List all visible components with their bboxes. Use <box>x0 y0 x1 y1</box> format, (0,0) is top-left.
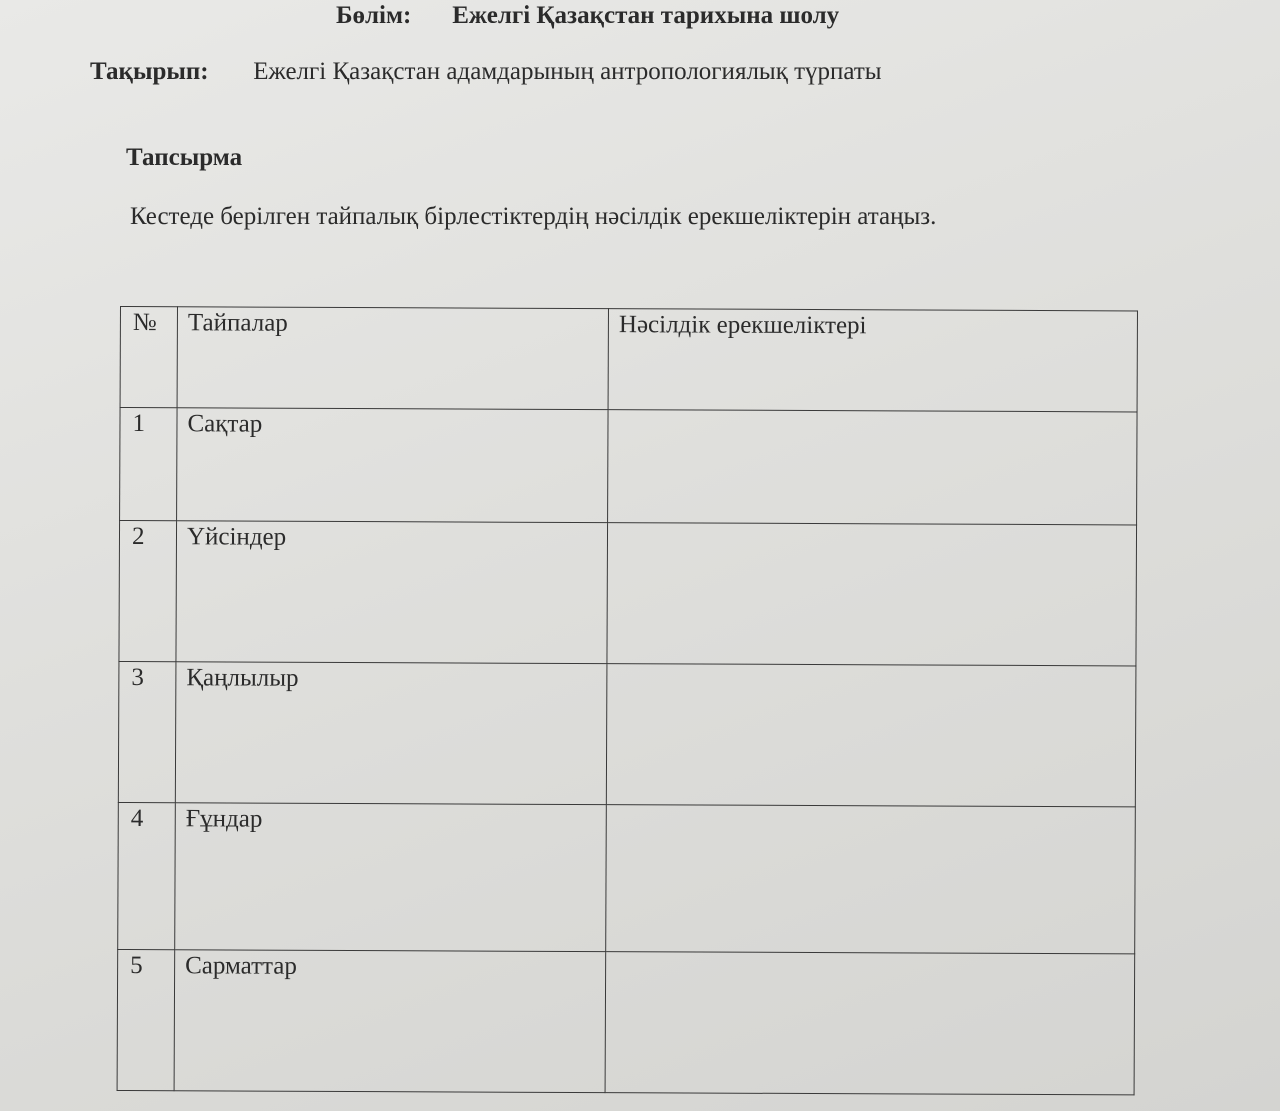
section-title: Ежелгі Қазақстан тарихына шолу <box>452 2 840 29</box>
row-traits-cell[interactable] <box>605 952 1135 1095</box>
row-number: 5 <box>117 949 175 1090</box>
row-traits-cell[interactable] <box>608 410 1137 525</box>
section-line <box>336 2 839 30</box>
row-traits-cell[interactable] <box>607 523 1137 666</box>
topic-label: Тақырып: <box>90 58 209 85</box>
header-racial-traits: Нәсілдік ерекшеліктері <box>608 309 1137 412</box>
row-number: 1 <box>120 408 177 521</box>
table-row <box>118 661 1136 806</box>
row-tribe-name: Ғұндар <box>175 803 607 952</box>
row-number: 2 <box>119 521 177 662</box>
row-tribe-name: Сақтар <box>177 408 608 523</box>
table-row <box>120 408 1137 525</box>
row-tribe-name: Қаңлылыр <box>175 662 607 805</box>
task-instruction: Кестеде берілген тайпалық бірлестіктердің нәсілдік ерекшеліктерін атаңыз. <box>130 203 937 230</box>
section-label: Бөлім: <box>336 2 412 29</box>
table-row <box>117 949 1135 1094</box>
topic-title: Ежелгі Қазақстан адамдарының антропологиялық түрпаты <box>253 58 882 85</box>
row-number: 3 <box>118 661 176 802</box>
table-row <box>119 521 1137 666</box>
row-number: 4 <box>118 802 176 949</box>
table-header-row <box>120 307 1137 412</box>
table-row <box>118 802 1136 953</box>
header-number: № <box>120 307 177 408</box>
tribes-table <box>117 306 1138 1095</box>
header-tribes: Тайпалар <box>177 307 608 410</box>
task-heading: Тапсырма <box>126 144 243 171</box>
row-tribe-name: Үйсіндер <box>176 521 608 664</box>
row-traits-cell[interactable] <box>606 664 1136 807</box>
row-traits-cell[interactable] <box>606 805 1136 954</box>
row-tribe-name: Сарматтар <box>174 950 606 1093</box>
topic-line <box>90 58 882 86</box>
